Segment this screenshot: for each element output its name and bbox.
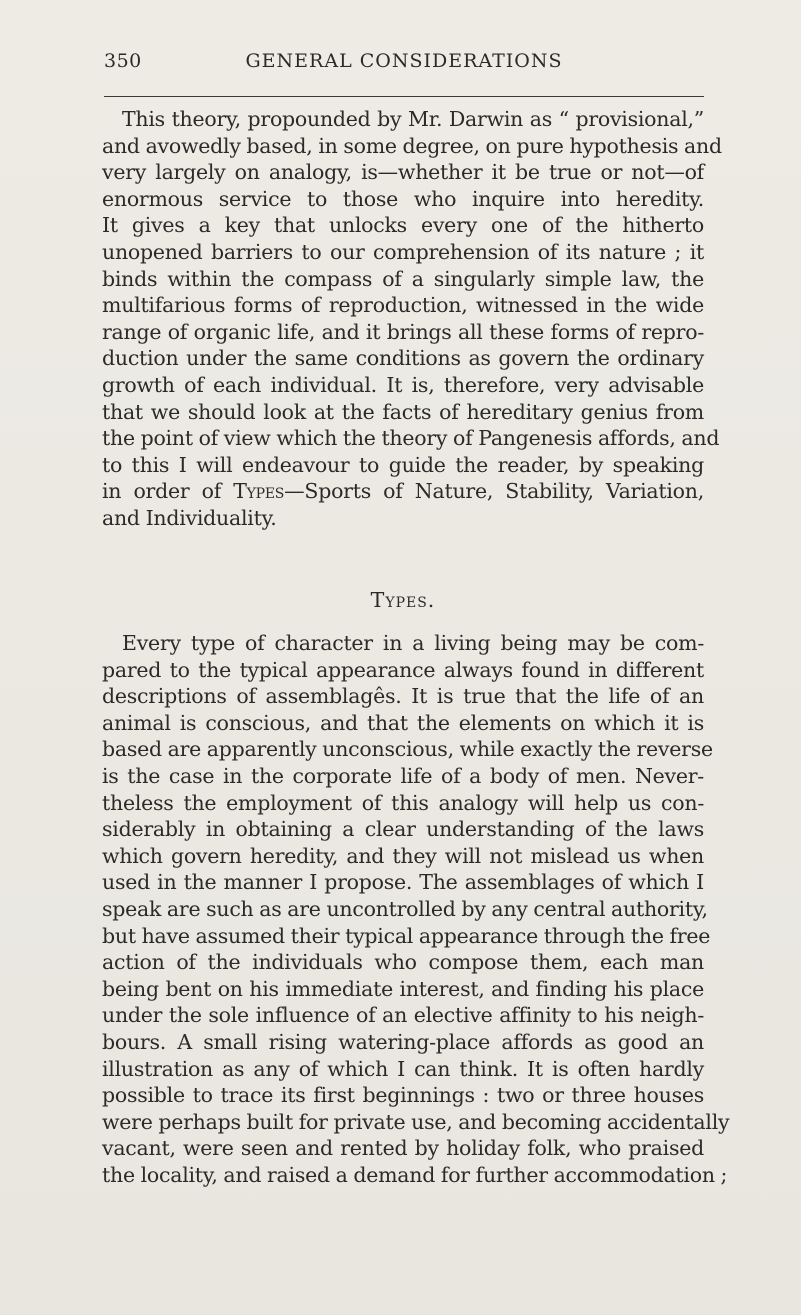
paragraph2-line: pared to the typical appearance always found in different bbox=[102, 657, 704, 682]
paragraph1-line: and avowedly based, in some degree, on pure hypothesis and bbox=[102, 133, 722, 158]
paragraph2-line: were perhaps built for private use, and becoming accidentally bbox=[102, 1109, 730, 1134]
page-header bbox=[104, 50, 704, 74]
paragraph2-line: possible to trace its first beginnings : two or three houses bbox=[102, 1083, 704, 1108]
paragraph1-line: binds within the compass of a singularly simple law, the bbox=[102, 266, 704, 291]
paragraph2-line: which govern heredity, and they will not mislead us when bbox=[102, 843, 704, 868]
paragraph2-line: is the case in the corporate life of a body of men. Never- bbox=[102, 763, 704, 788]
paragraph1-line: duction under the same conditions as govern the ordinary bbox=[102, 346, 704, 371]
running-head: GENERAL CONSIDERATIONS bbox=[245, 50, 563, 72]
types-smallcaps: Types bbox=[233, 479, 285, 504]
paragraph2-line: illustration as any of which I can think. It is often hardly bbox=[102, 1056, 704, 1081]
paragraph1-line: It gives a key that unlocks every one of the hitherto bbox=[102, 213, 704, 238]
paragraph2-line: but have assumed their typical appearance through the free bbox=[102, 923, 711, 948]
paragraph2-line: bours. A small rising watering-place affords as good an bbox=[102, 1029, 704, 1054]
paragraph1-line: the point of view which the theory of Pangenesis affords, and bbox=[102, 426, 720, 451]
paragraph1-line: enormous service to those who inquire into heredity. bbox=[102, 186, 704, 211]
paragraph2-line: used in the manner I propose. The assemblages of which I bbox=[102, 870, 704, 895]
paragraph1-line: This theory, propounded by Mr. Darwin as “ provisional,” bbox=[122, 107, 704, 131]
paragraph2-line: the locality, and raised a demand for further accommodation ; bbox=[102, 1162, 728, 1187]
header-rule bbox=[104, 96, 704, 97]
paragraph2-line: descriptions of assemblagês. It is true that the life of an bbox=[102, 684, 704, 709]
paragraph1-line: range of organic life, and it brings all these forms of repro- bbox=[102, 319, 704, 344]
section-heading bbox=[102, 588, 704, 612]
paragraph-2 bbox=[102, 630, 730, 1188]
paragraph1-line: in order of Types—Sports of Nature, Stability, Variation, bbox=[102, 479, 704, 504]
paragraph1-line: and Individuality. bbox=[102, 505, 277, 530]
paragraph2-line: under the sole influence of an elective affinity to his neigh- bbox=[102, 1003, 704, 1028]
paragraph2-line: based are apparently unconscious, while exactly the reverse bbox=[102, 737, 713, 762]
paragraph2-line: vacant, were seen and rented by holiday folk, who praised bbox=[102, 1136, 704, 1161]
paragraph1-line: unopened barriers to our comprehension of its nature ; it bbox=[102, 239, 704, 264]
paragraph2-line: speak are such as are uncontrolled by any central authority, bbox=[102, 896, 708, 921]
paragraph2-line: siderably in obtaining a clear understanding of the laws bbox=[102, 817, 704, 842]
paragraph2-line: action of the individuals who compose them, each man bbox=[102, 950, 704, 975]
paragraph2-line: animal is conscious, and that the elements on which it is bbox=[102, 710, 704, 735]
paragraph1-line: growth of each individual. It is, therefore, very advisable bbox=[102, 372, 704, 397]
page-number: 350 bbox=[104, 50, 142, 72]
paragraph2-line: Every type of character in a living being may be com- bbox=[122, 631, 704, 655]
paragraph1-line: to this I will endeavour to guide the reader, by speaking bbox=[102, 452, 704, 477]
paragraph1-line: that we should look at the facts of hereditary genius from bbox=[102, 399, 704, 424]
paragraph-1 bbox=[102, 106, 722, 532]
paragraph1-line: very largely on analogy, is—whether it be true or not—of bbox=[102, 160, 704, 185]
paragraph2-line: being bent on his immediate interest, and finding his place bbox=[102, 976, 704, 1001]
paragraph2-line: theless the employment of this analogy will help us con- bbox=[102, 790, 704, 815]
section-heading-text: Types. bbox=[370, 588, 436, 612]
paragraph1-line: multifarious forms of reproduction, witnessed in the wide bbox=[102, 293, 704, 318]
